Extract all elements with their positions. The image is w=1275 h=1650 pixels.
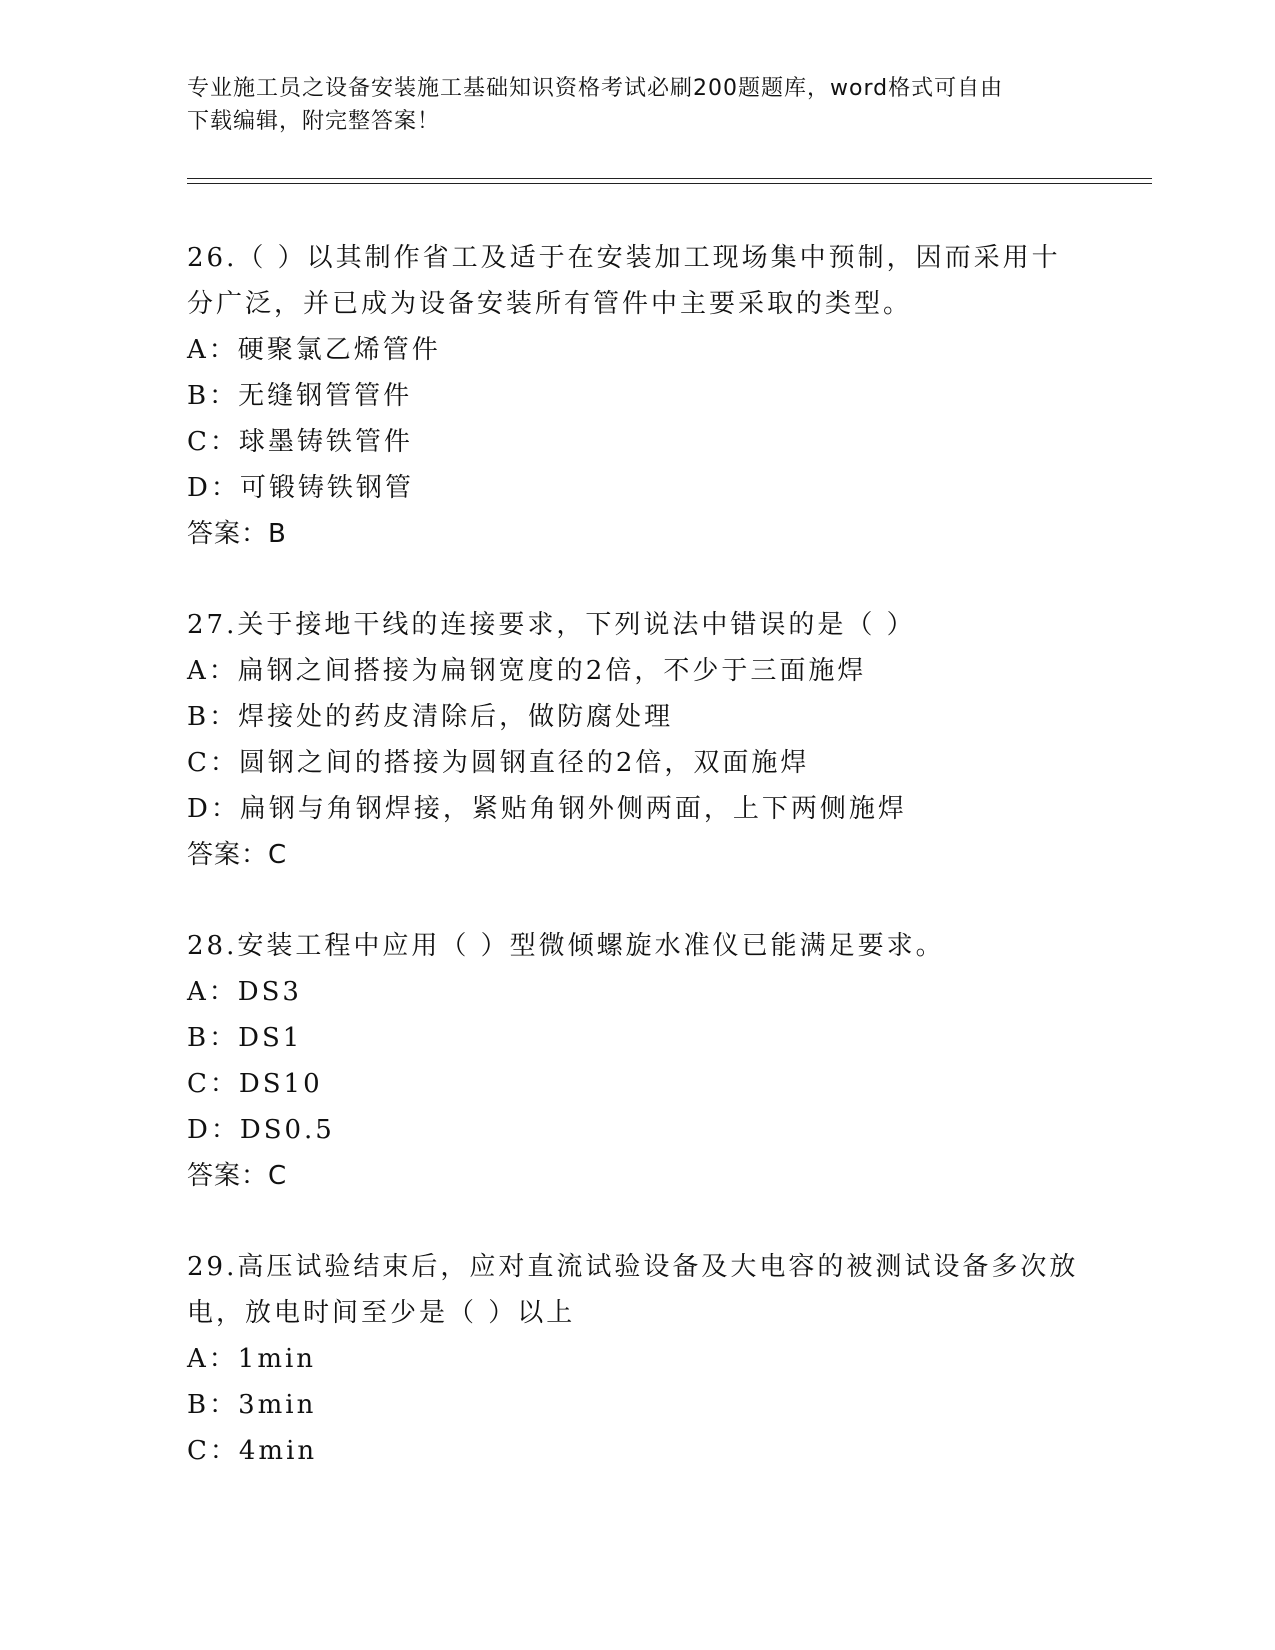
- option-b: B：无缝钢管管件: [187, 381, 413, 411]
- header-title-line-2: 下载编辑，附完整答案！: [187, 109, 441, 134]
- document-header: [187, 72, 1087, 138]
- question-29: [187, 1244, 1087, 1474]
- option-c: C：DS10: [187, 1069, 323, 1099]
- option-d: D：可锻铸铁钢管: [187, 473, 414, 503]
- option-a: A：扁钢之间搭接为扁钢宽度的2倍，不少于三面施焊: [187, 656, 867, 686]
- question-28: [187, 923, 1087, 1199]
- question-stem: 28.安装工程中应用（ ）型微倾螺旋水准仪已能满足要求。: [187, 931, 945, 961]
- option-b: B：DS1: [187, 1023, 303, 1053]
- header-title-line-1: 专业施工员之设备安装施工基础知识资格考试必刷200题题库，word格式可自由: [187, 76, 1004, 101]
- option-c: C：球墨铸铁管件: [187, 427, 413, 457]
- option-a: A：DS3: [187, 977, 302, 1007]
- answer: 答案：C: [187, 1161, 288, 1191]
- question-stem: 27.关于接地干线的连接要求，下列说法中错误的是（ ）: [187, 610, 916, 640]
- question-26: [187, 235, 1087, 557]
- option-b: B：3min: [187, 1390, 317, 1420]
- question-list: [187, 235, 1087, 1519]
- option-d: D：DS0.5: [187, 1115, 335, 1145]
- option-c: C：4min: [187, 1436, 318, 1466]
- option-a: A：硬聚氯乙烯管件: [187, 335, 441, 365]
- question-stem: 29.高压试验结束后，应对直流试验设备及大电容的被测试设备多次放电，放电时间至少是（ ）以上: [187, 1252, 1079, 1328]
- option-a: A：1min: [187, 1344, 317, 1374]
- answer: 答案：B: [187, 519, 287, 549]
- header-rule-bottom: [187, 183, 1152, 184]
- answer: 答案：C: [187, 840, 288, 870]
- option-d: D：扁钢与角钢焊接，紧贴角钢外侧两面，上下两侧施焊: [187, 794, 907, 824]
- question-stem: 26.（ ）以其制作省工及适于在安装加工现场集中预制，因而采用十分广泛，并已成为设备安装所有管件中主要采取的类型。: [187, 243, 1061, 319]
- header-rule-top: [187, 178, 1152, 179]
- option-b: B：焊接处的药皮清除后，做防腐处理: [187, 702, 674, 732]
- question-27: [187, 602, 1087, 878]
- option-c: C：圆钢之间的搭接为圆钢直径的2倍，双面施焊: [187, 748, 810, 778]
